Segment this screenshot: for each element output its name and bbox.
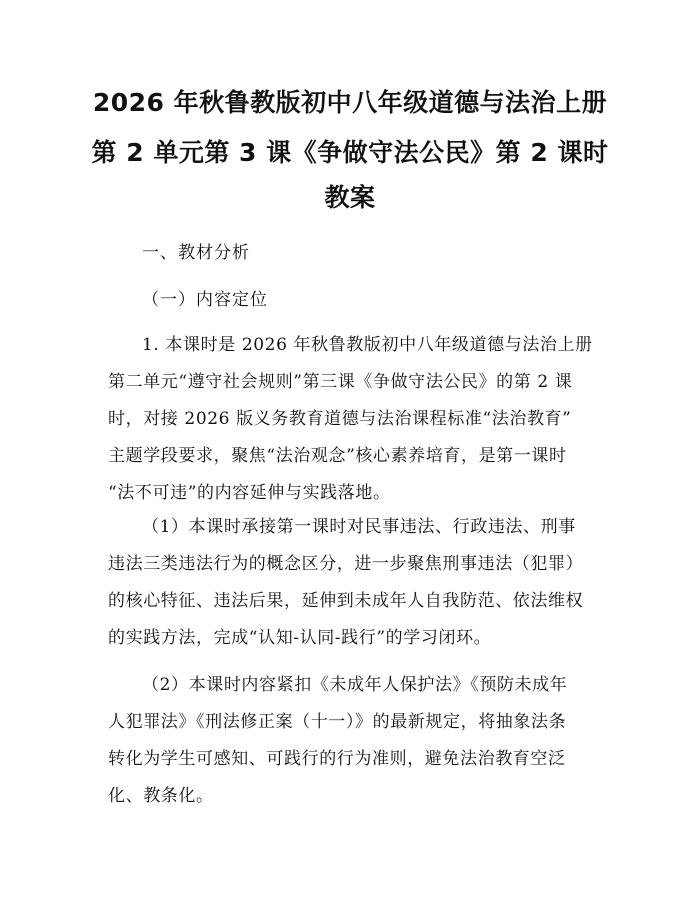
- document-title-line-1: 2026 年秋鲁教版初中八年级道德与法治上册: [92, 88, 608, 117]
- paragraph-1: [108, 327, 608, 512]
- paragraph-line: 的核心特征、违法后果，延伸到未成年人自我防范、依法维权: [108, 591, 584, 611]
- paragraph-line: 时，对接 2026 版义务教育道德与法治课程标准“法治教育”: [108, 409, 572, 429]
- paragraph-3: [108, 667, 608, 815]
- paragraph-line: （1）本课时承接第一课时对民事违法、行政违法、刑事: [142, 517, 576, 537]
- paragraph-line: “法不可违”的内容延伸与实践落地。: [108, 483, 391, 503]
- paragraph-line: 化、教条化。: [108, 786, 214, 806]
- paragraph-2: [108, 509, 608, 657]
- paragraph-line: （2）本课时内容紧扣《未成年人保护法》《预防未成年: [142, 675, 568, 695]
- subsection-heading: （一）内容定位: [142, 290, 268, 310]
- document-title-line-2: 第 2 单元第 3 课《争做守法公民》第 2 课时: [91, 138, 609, 167]
- paragraph-line: 的实践方法，完成“认知-认同-践行”的学习闭环。: [108, 628, 492, 648]
- section-heading: 一、教材分析: [142, 243, 250, 263]
- paragraph-line: 人犯罪法》《刑法修正案（十一）》的最新规定，将抽象法条: [108, 712, 567, 732]
- paragraph-line: 1. 本课时是 2026 年秋鲁教版初中八年级道德与法治上册: [142, 335, 593, 355]
- paragraph-line: 主题学段要求，聚焦“法治观念”核心素养培育，是第一课时: [108, 446, 567, 466]
- document-title-line-3: 教案: [324, 183, 376, 212]
- paragraph-line: 违法三类违法行为的概念区分，进一步聚焦刑事违法（犯罪）: [108, 554, 584, 574]
- paragraph-line: 转化为学生可感知、可践行的行为准则，避免法治教育空泛: [108, 749, 566, 769]
- paragraph-line: 第二单元“遵守社会规则”第三课《争做守法公民》的第 2 课: [108, 372, 573, 392]
